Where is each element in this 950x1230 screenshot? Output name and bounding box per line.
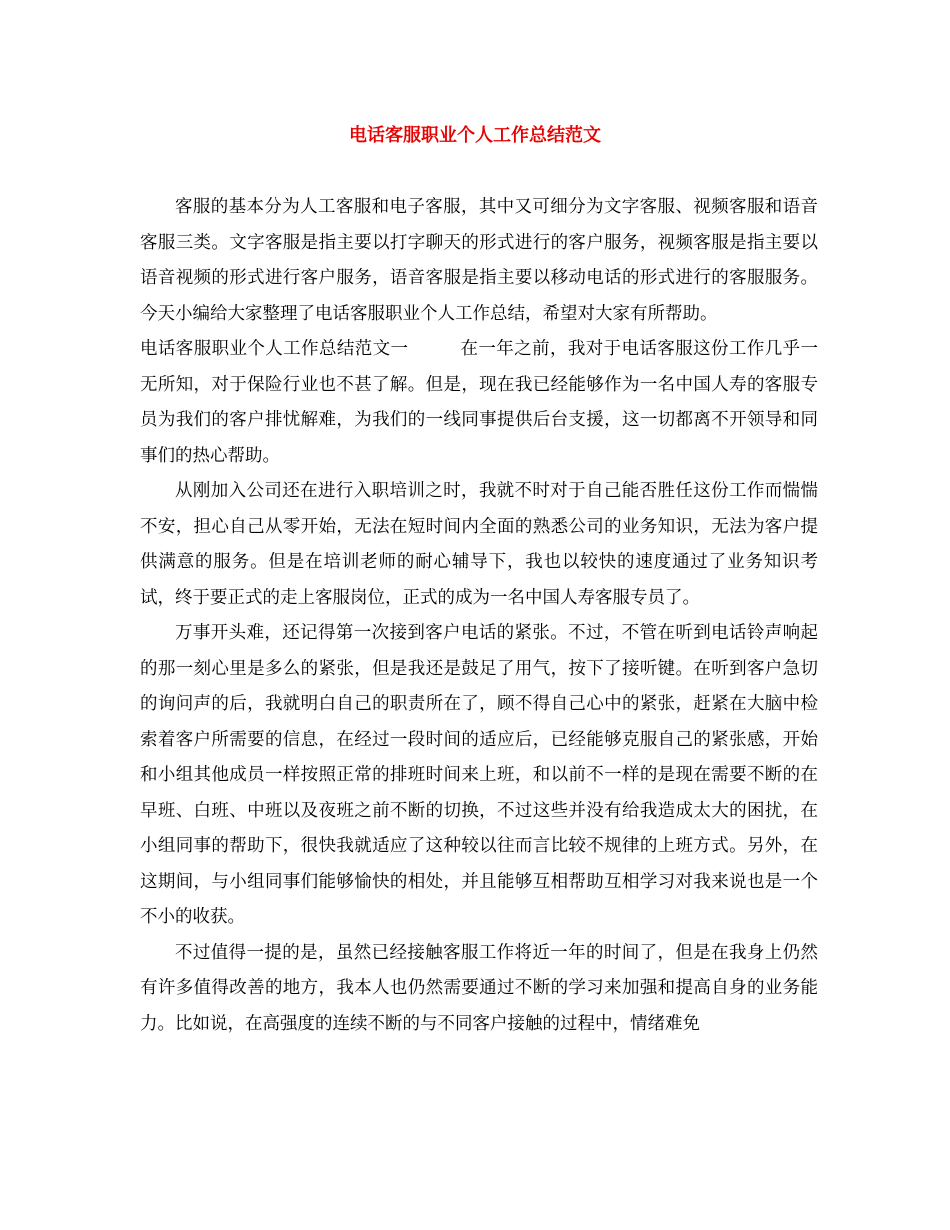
document-body	[140, 190, 818, 1042]
section-one-paragraph	[140, 332, 818, 474]
body-paragraph-training: 从刚加入公司还在进行入职培训之时，我就不时对于自己能否胜任这份工作而惴惴不安，担心自己从零开始，无法在短时间内全面的熟悉公司的业务知识，无法为客户提供满意的服务。但是在培训老师的耐心辅导下，我也以较快的速度通过了业务知识考试，终于要正式的走上客服岗位，正式的成为一名中国人寿客服专员了。	[140, 481, 818, 608]
body-paragraph-improvement: 不过值得一提的是，虽然已经接触客服工作将近一年的时间了，但是在我身上仍然有许多值得改善的地方，我本人也仍然需要通过不断的学习来加强和提高自身的业务能力。比如说，在高强度的连续不断的与不同客户接触的过程中，情绪难免	[140, 942, 818, 1034]
intro-paragraph: 客服的基本分为人工客服和电子客服，其中又可细分为文字客服、视频客服和语音客服三类。文字客服是指主要以打字聊天的形式进行的客户服务，视频客服是指主要以语音视频的形式进行客户服务，语音客服是指主要以移动电话的形式进行的客服服务。今天小编给大家整理了电话客服职业个人工作总结，希望对大家有所帮助。	[140, 197, 818, 324]
document-title: 电话客服职业个人工作总结范文	[349, 125, 601, 146]
section-first-text: 在一年之前，我对于电话客服这份工作几乎一无所知，对于保险行业也不甚了解。但是，现在我已经能够作为一名中国人寿的客服专员为我们的客户排忧解难，为我们的一线同事提供后台支援，这一切都离不开领导和同事们的热心帮助。	[140, 339, 819, 466]
section-heading: 电话客服职业个人工作总结范文一	[140, 339, 409, 359]
body-paragraph-first-call: 万事开头难，还记得第一次接到客户电话的紧张。不过，不管在听到电话铃声响起的那一刻心里是多么的紧张，但是我还是鼓足了用气，按下了接听键。在听到客户急切的询问声的后，我就明白自己的职责所在了，顾不得自己心中的紧张，赶紧在大脑中检索着客户所需要的信息，在经过一段时间的适应后，已经能够克服自己的紧张感，开始和小组其他成员一样按照正常的排班时间来上班，和以前不一样的是现在需要不断的在早班、白班、中班以及夜班之前不断的切换，不过这些并没有给我造成太大的困扰，在小组同事的帮助下，很快我就适应了这种较以往而言比较不规律的上班方式。另外，在这期间，与小组同事们能够愉快的相处，并且能够互相帮助互相学习对我来说也是一个不小的收获。	[140, 623, 818, 927]
